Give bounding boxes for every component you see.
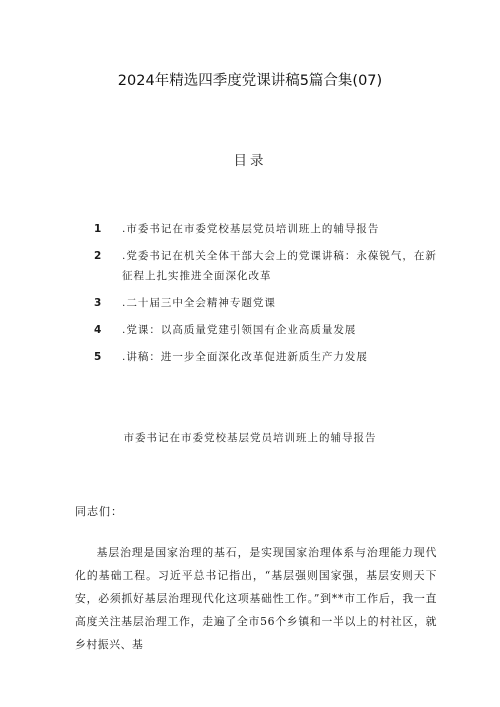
toc-item-text: .党课：以高质量党建引领国有企业高质量发展 bbox=[122, 324, 357, 336]
section-title: 市委书记在市委党校基层党员培训班上的辅导报告 bbox=[123, 432, 377, 444]
toc-item-number: 5 bbox=[94, 351, 102, 363]
toc-item bbox=[94, 246, 439, 286]
toc-heading: 目录 bbox=[233, 153, 267, 169]
document-title: 2024年精选四季度党课讲稿5篇合集(07) bbox=[117, 73, 383, 89]
toc-item bbox=[94, 293, 439, 313]
toc-item-text: .市委书记在市委党校基层党员培训班上的辅导报告 bbox=[122, 223, 380, 235]
toc-item bbox=[94, 347, 439, 367]
body-paragraph: 基层治理是国家治理的基石，是实现国家治理体系与治理能力现代化的基础工程。习近平总书记指出，“基层强则国家强，基层安则天下安，必须抓好基层治理现代化这项基础性工作。”到**市工作后，我一直高度关注基层治理工作，走遍了全市56个乡镇和一半以上的村社区，就乡村振兴、基 bbox=[75, 546, 437, 651]
toc-item bbox=[94, 219, 439, 239]
toc-item bbox=[94, 320, 439, 340]
salutation: 同志们： bbox=[75, 505, 123, 518]
toc-item-text: .讲稿：进一步全面深化改革促进新质生产力发展 bbox=[122, 351, 368, 363]
toc-item-number: 1 bbox=[94, 223, 102, 235]
toc-item-number: 3 bbox=[94, 297, 102, 309]
toc-item-text: .党委书记在机关全体干部大会上的党课讲稿：永葆锐气，在新征程上扎实推进全面深化改革 bbox=[122, 250, 437, 282]
toc-item-number: 2 bbox=[94, 250, 102, 262]
toc-item-text: .二十届三中全会精神专题党课 bbox=[122, 297, 276, 309]
toc-item-number: 4 bbox=[94, 324, 102, 336]
table-of-contents bbox=[94, 219, 439, 374]
